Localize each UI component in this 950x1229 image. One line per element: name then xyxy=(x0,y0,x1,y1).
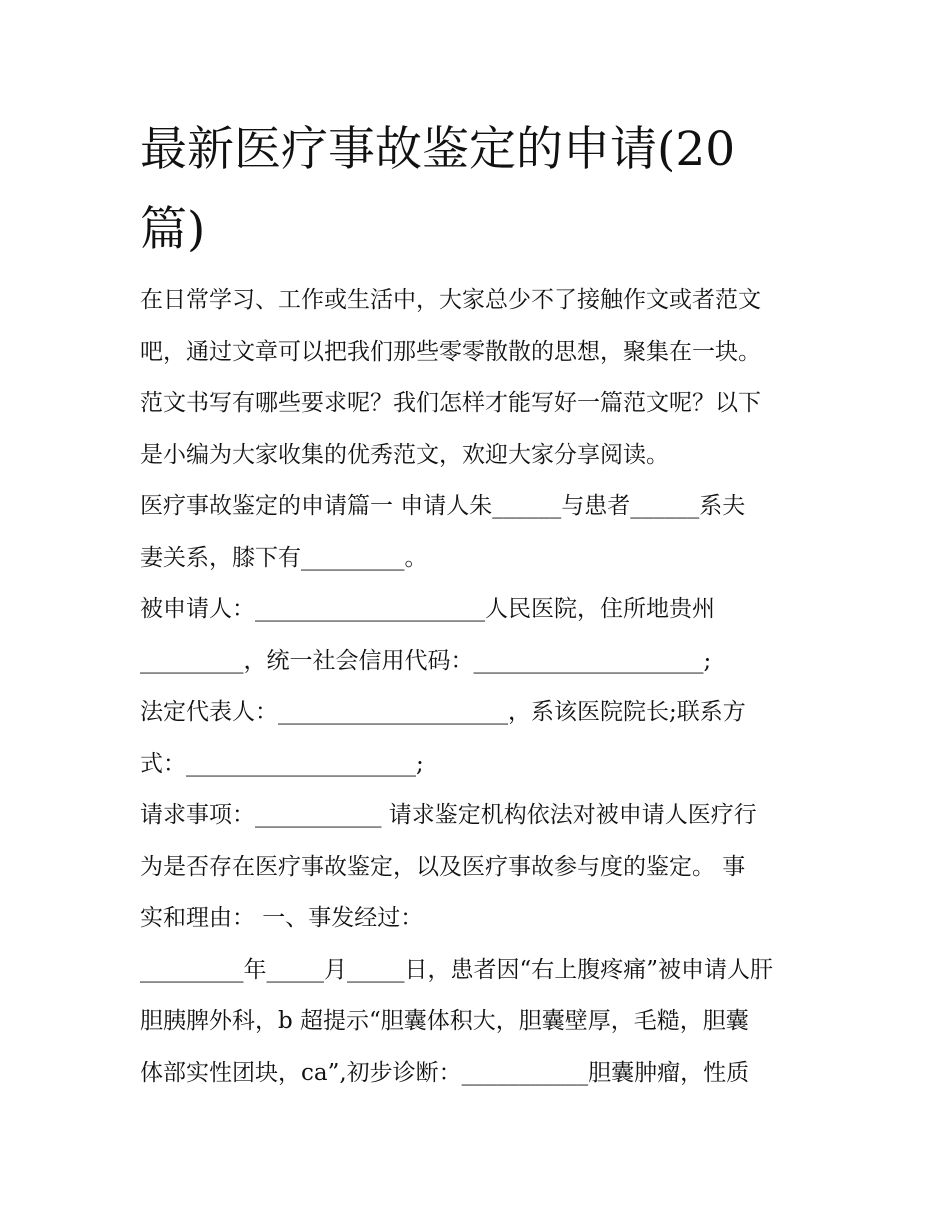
title-line: 最新医疗事故鉴定的申请(20 xyxy=(140,122,736,177)
title-line: 篇) xyxy=(140,202,206,257)
respondent-paragraph xyxy=(140,584,820,687)
request-paragraph xyxy=(140,790,820,945)
text-line: 医疗事故鉴定的申请篇一 申请人朱______与患者______系夫 xyxy=(140,493,746,519)
text-line: 请求事项：___________ 请求鉴定机构依法对被申请人医疗行 xyxy=(140,802,757,828)
representative-paragraph xyxy=(140,687,820,790)
text-line: 实和理由： 一、事发经过： xyxy=(140,905,424,931)
text-line: 为是否存在医疗事故鉴定，以及医疗事故参与度的鉴定。 事 xyxy=(140,853,746,880)
document-body xyxy=(140,275,820,1099)
text-line: 范文书写有哪些要求呢？我们怎样才能写好一篇范文呢？以下 xyxy=(140,390,761,416)
text-line: 法定代表人：____________________，系该医院院长;联系方 xyxy=(140,699,746,725)
applicant-paragraph xyxy=(140,481,820,584)
text-line: 被申请人：____________________人民医院，住所地贵州 xyxy=(140,596,715,622)
facts-paragraph xyxy=(140,945,820,1100)
intro-paragraph xyxy=(140,275,820,481)
text-line: 吧，通过文章可以把我们那些零零散散的思想，聚集在一块。 xyxy=(140,338,761,365)
text-line: 体部实性团块，ca”,初步诊断：___________胆囊肿瘤，性质 xyxy=(140,1059,750,1086)
text-line: 式：____________________; xyxy=(140,750,424,777)
text-line: 胆胰脾外科，b 超提示“胆囊体积大，胆囊壁厚，毛糙，胆囊 xyxy=(140,1008,749,1034)
text-line: _________，统一社会信用代码：____________________; xyxy=(140,647,712,674)
text-line: 在日常学习、工作或生活中，大家总少不了接触作文或者范文 xyxy=(140,287,761,313)
text-line: _________年_____月_____日，患者因“右上腹疼痛”被申请人肝 xyxy=(140,956,774,983)
document-title xyxy=(140,110,820,270)
text-line: 妻关系，膝下有_________。 xyxy=(140,544,428,571)
text-line: 是小编为大家收集的优秀范文，欢迎大家分享阅读。 xyxy=(140,441,669,468)
